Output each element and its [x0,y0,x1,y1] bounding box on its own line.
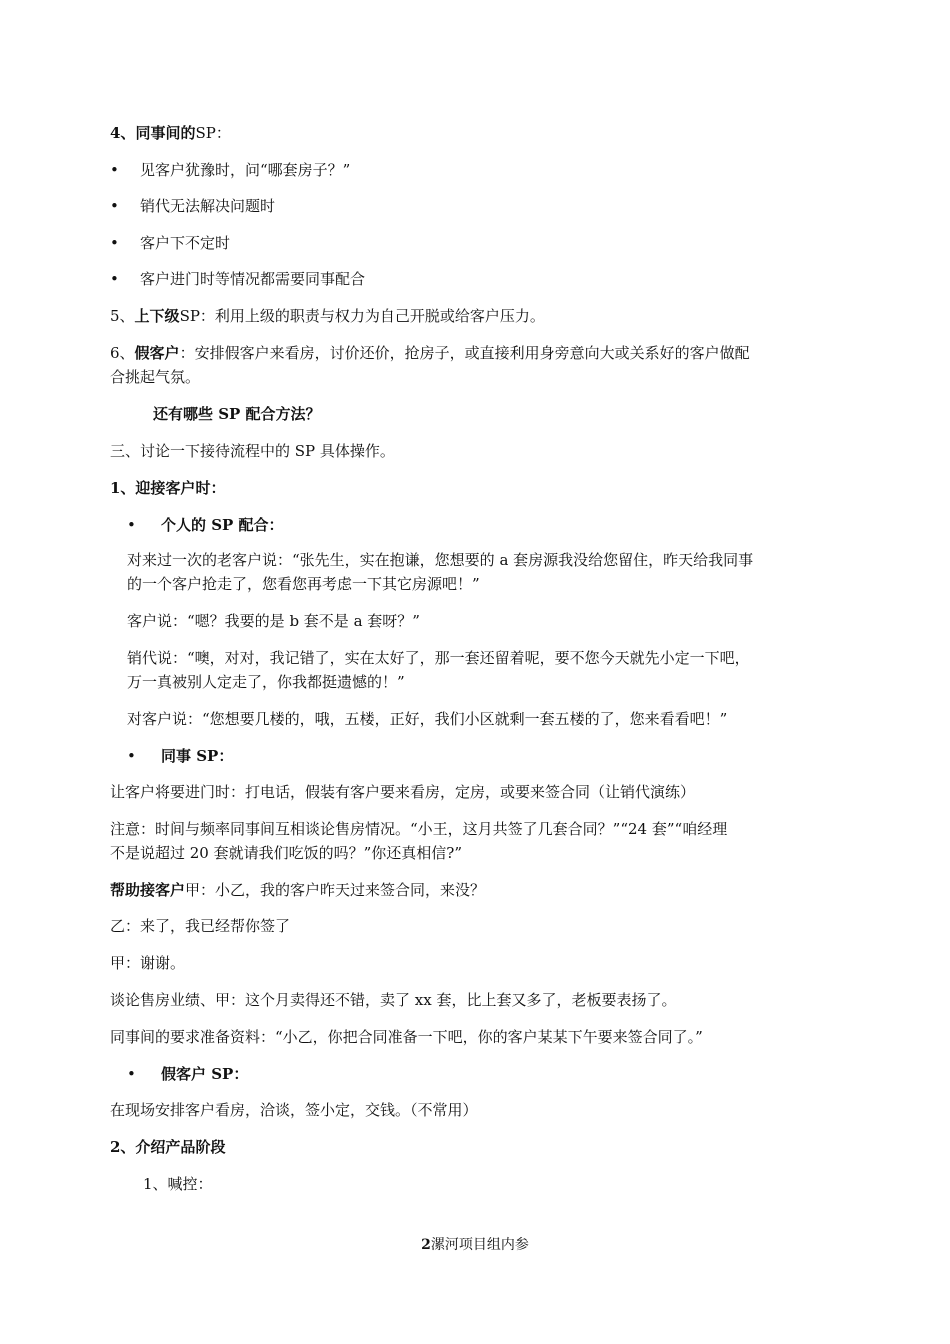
personal-p1-line2: 的一个客户抢走了，您看您再考虑一下其它房源吧！” [127,575,480,593]
sub2-title: 2、介绍产品阶段 [110,1138,226,1156]
bullet-icon: • [110,270,119,288]
bullet-icon: • [110,161,119,179]
personal-p1-line1: 对来过一次的老客户说：“张先生，实在抱谦，您想要的 a 套房源我没给您留住，昨天给我同事 [127,551,754,569]
personal-p3-line2: 万一真被别人定走了，你我都挺遗憾的！” [127,673,405,691]
colleague-sp-heading: • 同事 SP： [127,747,234,765]
section6-continuation: 合挑起气氛。 [110,368,201,386]
fake-p1: 在现场安排客户看房，洽谈，签小定，交钱。（不常用） [110,1101,478,1119]
footer-text: 漯河项目组内参 [430,1237,529,1253]
fake-sp-heading: • 假客户 SP： [127,1065,249,1083]
personal-sp-heading: • 个人的 SP 配合： [127,516,284,534]
section4-bullet-1: • 见客户犹豫时，问“哪套房子？” [110,161,351,179]
colleague-p4: 乙：来了，我已经帮你签了 [110,917,291,935]
bullet-icon: • [110,197,119,215]
section4-bullet-2: • 销代无法解决问题时 [110,197,276,215]
page-footer [0,1234,950,1254]
section4-heading: 4、同事间的SP： [110,124,231,142]
personal-p2: 客户说：“嗯？我要的是 b 套不是 a 套呀？” [127,612,420,630]
bullet-icon: • [127,516,136,534]
question-heading: 还有哪些 SP 配合方法？ [153,405,321,423]
sub1-title: 1、迎接客户时： [110,479,226,497]
section6-paragraph: 6、假客户：安排假客户来看房，讨价还价，抢房子，或直接利用身旁意向大或关系好的客户做配 [110,344,750,362]
bullet-icon: • [127,1065,136,1083]
colleague-p2-line1: 注意：时间与频率同事间互相谈论售房情况。“小王，这月共签了几套合同？”“24 套”“咱经理 [110,820,728,838]
section5-paragraph: 5、上下级SP：利用上级的职责与权力为自己开脱或给客户压力。 [110,307,545,325]
bullet-icon: • [127,747,136,765]
page-number: 2 [421,1237,431,1253]
sub2-item1: 1、喊控： [143,1175,213,1193]
bullet-icon: • [110,234,119,252]
part3-title: 三、讨论一下接待流程中的 SP 具体操作。 [110,442,395,460]
personal-p3-line1: 销代说：“噢，对对，我记错了，实在太好了，那一套还留着呢，要不您今天就先小定一下吧， [127,649,750,667]
section4-bullet-3: • 客户下不定时 [110,234,231,252]
colleague-p1: 让客户将要进门时：打电话，假装有客户要来看房，定房，或要来签合同（让销代演练） [110,783,696,801]
colleague-p7: 同事间的要求准备资料：“小乙，你把合同准备一下吧，你的客户某某下午要来签合同了。” [110,1028,703,1046]
colleague-p5: 甲：谢谢。 [110,954,186,972]
section4-bullet-4: • 客户进门时等情况都需要同事配合 [110,270,366,288]
personal-p4: 对客户说：“您想要几楼的，哦，五楼，正好，我们小区就剩一套五楼的了，您来看看吧！” [127,710,728,728]
colleague-p3: 帮助接客户甲：小乙，我的客户昨天过来签合同，来没？ [110,881,486,899]
colleague-p2-line2: 不是说超过 20 套就请我们吃饭的吗？”你还真相信?” [110,844,463,862]
colleague-p6: 谈论售房业绩、甲：这个月卖得还不错，卖了 xx 套，比上套又多了，老板要表扬了。 [110,991,677,1009]
